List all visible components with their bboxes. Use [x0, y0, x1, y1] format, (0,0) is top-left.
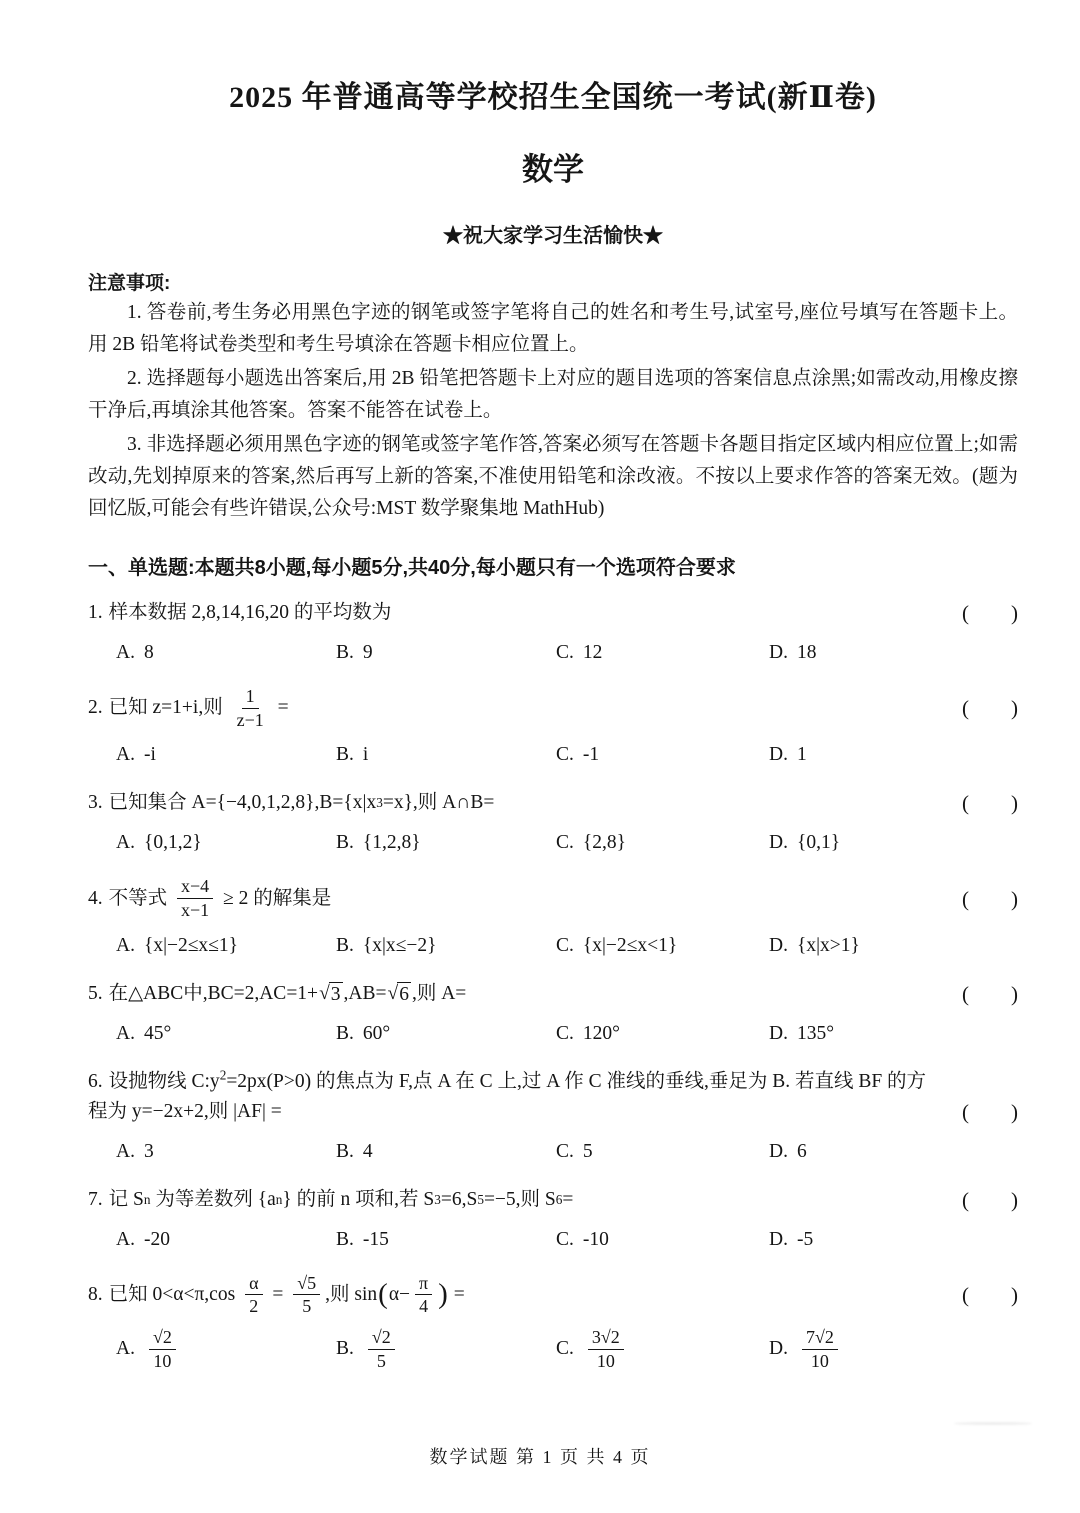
math-text: -20 — [143, 1228, 170, 1250]
math-text: 45° — [143, 1022, 172, 1044]
answer-bracket: ( ) — [962, 981, 1018, 1006]
option-label: C. — [556, 744, 574, 766]
greeting-line: ★祝大家学习生活愉快★ — [443, 225, 663, 247]
math-text: i — [362, 744, 369, 766]
option-d — [769, 828, 1018, 858]
option-value — [797, 740, 807, 770]
option-label: B. — [336, 744, 354, 766]
big-paren: ( — [378, 1278, 388, 1311]
option-value — [797, 1225, 813, 1255]
option-value — [583, 1019, 620, 1049]
question-stem — [88, 876, 1018, 920]
option-value — [583, 1225, 609, 1255]
math-text: 60° — [362, 1022, 391, 1044]
option-b — [336, 1137, 556, 1167]
notice-item-3: 3. 非选择题必须用黑色字迹的钢笔或签字笔作答,答案必须写在答题卡各题目指定区域内相应位置上;如需改动,先划掉原来的答案,然后再写上新的答案,不准使用铅笔和涂改液。不按以上要求作答的答案无效。(题为回忆版,可能会有些许错误,公众号:MST 数学聚集地 MathHub) — [88, 434, 1018, 519]
option-d — [769, 638, 1018, 668]
math-fraction — [245, 1273, 262, 1317]
math-text: ≥ 2 的解集是 — [218, 887, 332, 909]
radicand: 3 — [330, 983, 341, 1005]
option-label: B. — [336, 1022, 354, 1044]
math-text: 记 S — [108, 1188, 144, 1210]
option-value — [144, 1019, 171, 1049]
scan-artifact — [954, 1422, 1032, 1425]
stem-content: 记 S n 为等差数列 {a n } 的前 n 项和,若 S 3 =6,S 5 =−5,则 S 6 = — [109, 1185, 574, 1215]
question-stem — [88, 1273, 1018, 1317]
fraction-numerator: 3√2 — [588, 1327, 624, 1350]
option-value — [583, 740, 599, 770]
question-4 — [88, 876, 1018, 960]
math-text: -10 — [582, 1228, 609, 1250]
option-a — [116, 1225, 336, 1255]
question-number: 5. — [88, 982, 103, 1004]
option-label: A. — [116, 1022, 135, 1044]
question-number: 4. — [88, 887, 103, 909]
stem-content — [88, 1067, 927, 1122]
option-label: C. — [556, 1228, 574, 1250]
option-value — [363, 931, 437, 961]
question-3 — [88, 788, 1018, 858]
option-value — [363, 1225, 389, 1255]
math-text: 已知 0<α<π,cos — [108, 1283, 241, 1305]
option-label: A. — [116, 1140, 135, 1162]
option-label: D. — [769, 642, 788, 663]
option-b — [336, 1225, 556, 1255]
option-value — [797, 1019, 834, 1049]
option-label: C. — [556, 642, 574, 663]
fraction-numerator: √2 — [149, 1327, 176, 1350]
option-value — [797, 638, 817, 668]
option-label: B. — [336, 1228, 354, 1250]
question-options — [88, 828, 1018, 858]
option-value — [583, 1137, 593, 1167]
math-fraction — [293, 1273, 320, 1317]
question-list — [88, 598, 1018, 1372]
math-text: ,则 sin — [325, 1283, 378, 1305]
fraction-denominator: 10 — [810, 1350, 829, 1371]
math-fraction — [588, 1327, 624, 1371]
answer-bracket: ( ) — [962, 1099, 1018, 1124]
math-text: 程为 y=−2x+2,则 |AF| = — [88, 1100, 282, 1122]
math-text: {x|−2≤x<1} — [582, 934, 678, 956]
option-c — [556, 740, 769, 770]
option-d — [769, 740, 1018, 770]
question-number: 7. — [88, 1188, 103, 1210]
big-paren: ) — [438, 1278, 448, 1311]
option-value — [144, 638, 154, 668]
math-text: 8 — [143, 642, 154, 663]
math-text: 3 — [143, 1140, 154, 1162]
option-a — [116, 638, 336, 668]
option-label: A. — [116, 642, 135, 663]
question-number: 2. — [88, 697, 103, 719]
option-b — [336, 740, 556, 770]
option-label: B. — [336, 1140, 354, 1162]
question-options — [88, 1225, 1018, 1255]
math-text: 已知集合 A={−4,0,1,2,8},B={x|x — [108, 792, 377, 814]
stem-content: 已知集合 A={−4,0,1,2,8},B={x|x 3 =x},则 A∩B= — [109, 788, 495, 818]
option-label: B. — [336, 1338, 354, 1360]
option-label: D. — [769, 744, 788, 766]
option-c — [556, 931, 769, 961]
option-value — [797, 828, 840, 858]
math-text: 135° — [796, 1022, 835, 1044]
math-text: 120° — [582, 1022, 620, 1044]
option-d — [769, 1225, 1018, 1255]
stem-content — [109, 598, 392, 628]
stem-content — [109, 876, 332, 920]
question-1 — [88, 598, 1018, 668]
math-text: 在△ABC中,BC=2,AC=1+ — [108, 982, 319, 1004]
option-value — [144, 1327, 181, 1371]
option-value — [363, 1019, 390, 1049]
radical-sign: √ — [387, 982, 399, 1004]
option-value — [144, 931, 238, 961]
question-options — [88, 1327, 1018, 1371]
math-text: {0,1} — [796, 832, 841, 854]
math-text: -15 — [362, 1228, 389, 1250]
option-b — [336, 638, 556, 668]
question-stem — [88, 979, 1018, 1009]
question-stem — [88, 1185, 1018, 1215]
subject-title: 数学 — [522, 152, 584, 187]
math-text: {1,2,8} — [362, 832, 421, 854]
option-a — [116, 828, 336, 858]
option-label: A. — [116, 934, 135, 956]
math-sqrt — [387, 982, 410, 1006]
math-text: -1 — [582, 744, 600, 766]
math-text: 不等式 — [108, 887, 173, 909]
math-text: =−5,则 S — [483, 1188, 556, 1210]
notice-heading: 注意事项: — [88, 273, 171, 294]
math-text: -5 — [796, 1228, 814, 1250]
math-text: 4 — [362, 1140, 373, 1162]
option-a — [116, 1019, 336, 1049]
math-fraction — [233, 686, 268, 730]
math-text: = — [267, 1283, 289, 1305]
question-number: 8. — [88, 1283, 103, 1305]
radicand: 6 — [399, 983, 409, 1005]
option-label: A. — [116, 832, 135, 854]
option-value — [363, 740, 368, 770]
option-value — [144, 740, 156, 770]
option-d — [769, 1019, 1018, 1049]
option-label: B. — [336, 642, 354, 663]
option-label: D. — [769, 934, 788, 956]
option-b — [336, 828, 556, 858]
math-text: = — [562, 1188, 574, 1210]
question-options — [88, 1137, 1018, 1167]
question-number: 1. — [88, 602, 103, 623]
math-text: 12 — [582, 642, 603, 663]
math-text: α− — [388, 1283, 411, 1305]
fraction-numerator: √5 — [293, 1273, 320, 1296]
fraction-numerator: α — [245, 1273, 262, 1296]
option-label: D. — [769, 1022, 788, 1044]
stem-content — [109, 979, 467, 1009]
math-text: {x|−2≤x≤1} — [143, 934, 238, 956]
fraction-denominator: 2 — [249, 1296, 259, 1317]
page-footer: 数学试题 第 1 页 共 4 页 — [429, 1447, 651, 1467]
option-value — [144, 1137, 154, 1167]
option-label: C. — [556, 1338, 574, 1360]
option-value — [363, 1327, 400, 1371]
notice-item-2: 2. 选择题每小题选出答案后,用 2B 铅笔把答题卡上对应的题目选项的答案信息点涂黑;如需改动,用橡皮擦干净后,再填涂其他答案。答案不能答在试卷上。 — [88, 368, 1018, 421]
fraction-denominator: 10 — [153, 1350, 172, 1371]
fraction-numerator: π — [415, 1273, 432, 1296]
option-d — [769, 1137, 1018, 1167]
math-text: =6,S — [440, 1188, 478, 1210]
option-value — [363, 828, 421, 858]
fraction-numerator: x−4 — [177, 876, 213, 899]
option-b — [336, 1019, 556, 1049]
option-value — [144, 828, 202, 858]
fraction-denominator: x−1 — [181, 900, 210, 921]
question-options — [88, 638, 1018, 668]
math-text: 为等差数列 {a — [150, 1188, 276, 1210]
option-value — [583, 828, 626, 858]
question-options — [88, 931, 1018, 961]
option-c — [556, 1137, 769, 1167]
math-sqrt — [319, 982, 342, 1006]
option-value — [583, 931, 677, 961]
option-label: C. — [556, 1140, 574, 1162]
option-label: B. — [336, 832, 354, 854]
fraction-denominator: 5 — [376, 1350, 386, 1371]
option-label: A. — [116, 744, 135, 766]
option-label: A. — [116, 1338, 135, 1360]
option-c — [556, 1225, 769, 1255]
math-fraction — [368, 1327, 395, 1371]
math-text: {2,8} — [582, 832, 626, 854]
option-label: C. — [556, 934, 574, 956]
fraction-denominator: 4 — [419, 1296, 429, 1317]
math-fraction — [802, 1327, 838, 1371]
option-value — [797, 931, 860, 961]
option-c — [556, 1327, 769, 1371]
section-heading: 一、单选题:本题共8小题,每小题5分,共40分,每小题只有一个选项符合要求 — [88, 557, 736, 579]
math-text: 1 — [796, 744, 807, 766]
math-text: {0,1,2} — [143, 832, 202, 854]
question-stem — [88, 788, 1018, 818]
math-text: =2px(P>0) 的焦点为 F,点 A 在 C 上,过 A 作 C 准线的垂线,垂足为 B. 若直线 BF 的方 — [226, 1070, 927, 1092]
question-2 — [88, 686, 1018, 770]
option-label: A. — [116, 1228, 135, 1250]
radical-sign: √ — [319, 982, 330, 1004]
option-label: C. — [556, 1022, 574, 1044]
option-label: D. — [769, 1140, 788, 1162]
option-value — [583, 638, 603, 668]
stem-content — [109, 1273, 465, 1317]
option-a — [116, 1137, 336, 1167]
answer-bracket: ( ) — [962, 1187, 1018, 1212]
option-b — [336, 931, 556, 961]
question-number: 3. — [88, 792, 103, 814]
question-5 — [88, 979, 1018, 1049]
answer-bracket: ( ) — [962, 696, 1018, 721]
fraction-denominator: z−1 — [236, 709, 264, 730]
fraction-numerator: √2 — [368, 1327, 395, 1350]
option-a — [116, 931, 336, 961]
math-text: ,AB= — [343, 982, 387, 1004]
answer-bracket: ( ) — [962, 601, 1018, 625]
math-text: 6 — [796, 1140, 807, 1162]
option-value — [144, 1225, 170, 1255]
question-6 — [88, 1067, 1018, 1167]
option-value — [583, 1327, 629, 1371]
question-7 — [88, 1185, 1018, 1255]
option-b — [336, 1327, 556, 1371]
math-text: = — [272, 697, 289, 719]
math-text: = — [448, 1283, 465, 1305]
math-text: 5 — [582, 1140, 593, 1162]
option-value — [363, 638, 373, 668]
option-value — [797, 1327, 843, 1371]
answer-bracket: ( ) — [962, 1282, 1018, 1307]
math-text: 设抛物线 C:y — [108, 1070, 220, 1092]
math-text: } 的前 n 项和,若 S — [282, 1188, 435, 1210]
option-a — [116, 1327, 336, 1371]
question-options — [88, 1019, 1018, 1049]
option-c — [556, 828, 769, 858]
option-label: D. — [769, 832, 788, 854]
option-c — [556, 638, 769, 668]
stem-content — [109, 686, 289, 730]
math-superscript: 2 — [219, 1067, 227, 1083]
option-value — [797, 1137, 807, 1167]
option-a — [116, 740, 336, 770]
fraction-numerator: 1 — [242, 686, 259, 709]
option-label: C. — [556, 832, 574, 854]
math-text: ,则 A= — [411, 982, 467, 1004]
math-fraction — [177, 876, 213, 920]
math-text: 已知 z=1+i,则 — [108, 697, 228, 719]
question-options — [88, 740, 1018, 770]
question-stem — [88, 598, 1018, 628]
math-text: 样本数据 2,8,14,16,20 的平均数为 — [108, 602, 392, 623]
option-label: B. — [336, 934, 354, 956]
option-d — [769, 931, 1018, 961]
math-text: =x},则 A∩B= — [382, 792, 495, 814]
question-8 — [88, 1273, 1018, 1372]
option-label: D. — [769, 1228, 788, 1250]
answer-bracket: ( ) — [962, 791, 1018, 816]
math-text: 18 — [796, 642, 817, 663]
question-number: 6. — [88, 1070, 103, 1092]
fraction-denominator: 5 — [302, 1296, 312, 1317]
math-text: {x|x≤−2} — [362, 934, 437, 956]
math-fraction — [149, 1327, 176, 1371]
page-title: 2025 年普通高等学校招生全国统一考试(新Ⅱ卷) — [229, 81, 877, 114]
math-text: -i — [143, 744, 156, 766]
option-c — [556, 1019, 769, 1049]
question-stem — [88, 686, 1018, 730]
math-text: {x|x>1} — [796, 934, 860, 956]
option-value — [363, 1137, 373, 1167]
fraction-numerator: 7√2 — [802, 1327, 838, 1350]
math-fraction — [415, 1273, 432, 1317]
answer-bracket: ( ) — [962, 886, 1018, 911]
notice-item-1: 1. 答卷前,考生务必用黑色字迹的钢笔或签字笔将自己的姓名和考生号,试室号,座位号填写在答题卡上。用 2B 铅笔将试卷类型和考生号填涂在答题卡相应位置上。 — [88, 302, 1018, 355]
fraction-denominator: 10 — [596, 1350, 615, 1371]
option-d — [769, 1327, 1018, 1371]
option-label: D. — [769, 1338, 788, 1360]
question-stem — [88, 1067, 1018, 1127]
math-text: 9 — [362, 642, 373, 663]
